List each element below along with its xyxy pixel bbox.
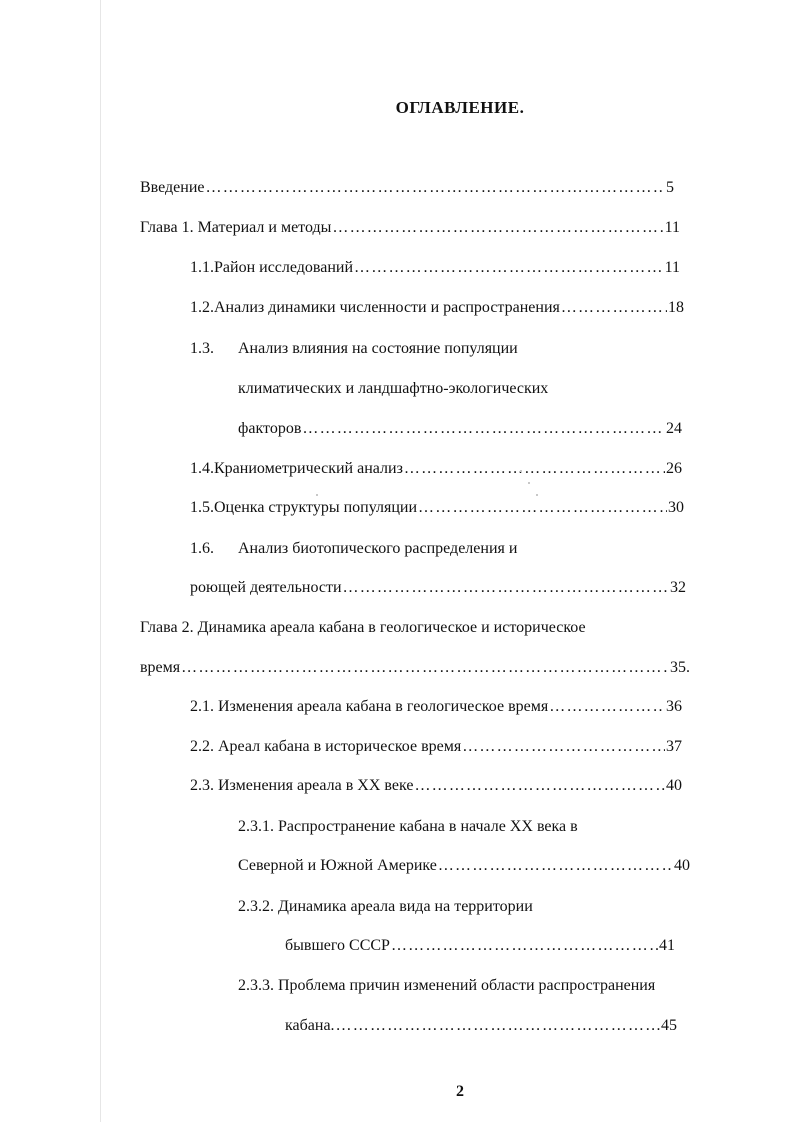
toc-entry-number: 1.3. (190, 340, 214, 357)
toc-entry-1-3-line3[interactable] (238, 419, 682, 439)
toc-title: ОГЛАВЛЕНИЕ. (395, 98, 525, 117)
toc-entry-page: 40 (666, 777, 682, 794)
toc-entry-1-2[interactable] (190, 298, 684, 318)
toc-entry-1-6-line2[interactable] (190, 578, 686, 598)
toc-entry-page: 24 (666, 420, 682, 437)
page-number: 2 (456, 1083, 464, 1100)
toc-entry-text: время (140, 659, 181, 676)
leader-dots (302, 419, 665, 439)
scan-speck (316, 494, 318, 496)
toc-entry-page: 32 (670, 579, 686, 596)
toc-entry-page: 40 (674, 857, 690, 874)
toc-entry-page: 35. (670, 659, 690, 676)
toc-entry-text: Глава 1. Материал и методы (140, 219, 332, 236)
toc-entry-text: факторов (238, 420, 302, 437)
toc-entry-page: 11 (664, 259, 680, 276)
leader-dots (343, 578, 669, 598)
leader-dots (332, 218, 663, 238)
leader-dots (561, 298, 667, 318)
toc-entry-text: 2.1. Изменения ареала кабана в геологическое время (190, 698, 549, 715)
scan-edge (100, 0, 101, 1122)
leader-dots (438, 856, 673, 876)
toc-entry-page: 37 (666, 738, 682, 755)
toc-entry-2-1[interactable] (190, 697, 682, 717)
toc-entry-2-3-1-line1[interactable]: 2.3.1. Распространение кабана в начале XX века в (238, 818, 578, 835)
toc-entry-text: Северной и Южной Америке (238, 857, 437, 874)
toc-entry-page: 36 (666, 698, 682, 715)
leader-dots (336, 1016, 660, 1036)
toc-entry-text: Район исследований (214, 259, 354, 276)
toc-entry-1-5[interactable] (190, 498, 684, 518)
toc-entry-text: бывшего СССР (285, 937, 390, 954)
toc-entry-introduction[interactable] (140, 178, 674, 198)
toc-entry-text: Анализ динамики численности и распространения (214, 299, 560, 316)
toc-entry-page: 41 (659, 937, 675, 954)
scan-speck (528, 482, 530, 484)
toc-entry-text: Оценка структуры популяции (214, 499, 418, 516)
leader-dots (418, 498, 667, 518)
toc-entry-page: 11 (664, 219, 680, 236)
toc-entry-2-3-3-line1[interactable]: 2.3.3. Проблема причин изменений области распространения (238, 977, 656, 994)
toc-entry-1-3-line2: климатических и ландшафтно-экологических (238, 380, 549, 397)
toc-entry-page: 26 (666, 460, 682, 477)
leader-dots (404, 459, 665, 479)
toc-entry-chapter-2-line1[interactable]: Глава 2. Динамика ареала кабана в геологическое и историческое (140, 619, 586, 636)
toc-entry-2-3-1-line2[interactable] (238, 856, 690, 876)
toc-entry-text: 2.3. Изменения ареала в XX веке (190, 777, 414, 794)
scan-speck (536, 494, 538, 496)
toc-entry-number: 1.6. (190, 540, 214, 557)
leader-dots (206, 178, 666, 198)
leader-dots (391, 936, 658, 956)
leader-dots (354, 258, 664, 278)
toc-entry-2-3-2-line2[interactable] (285, 936, 675, 956)
toc-entry-2-3-2-line1[interactable]: 2.3.2. Динамика ареала вида на территории (238, 898, 533, 915)
toc-entry-1-3-line1[interactable] (190, 339, 518, 359)
toc-entry-2-3-3-line2[interactable] (285, 1016, 677, 1036)
leader-dots (549, 697, 665, 717)
leader-dots (181, 658, 669, 678)
toc-entry-text: Анализ влияния на состояние популяции (238, 340, 518, 357)
toc-entry-1-6-line1[interactable] (190, 539, 517, 559)
toc-entry-text: роющей деятельности (190, 579, 342, 596)
toc-entry-number: 1.2. (190, 299, 214, 316)
toc-entry-1-4[interactable] (190, 459, 682, 479)
toc-entry-page: 5 (666, 179, 674, 196)
toc-entry-text: Введение (140, 179, 205, 196)
toc-entry-number: 1.4. (190, 460, 214, 477)
toc-entry-text: 2.2. Ареал кабана в историческое время (190, 738, 462, 755)
toc-entry-page: 18 (668, 299, 684, 316)
toc-entry-page: 45 (661, 1017, 677, 1034)
toc-entry-number: 1.1. (190, 259, 214, 276)
toc-entry-text: Анализ биотопического распределения и (238, 540, 518, 557)
toc-entry-2-3[interactable] (190, 776, 682, 796)
leader-dots (462, 737, 665, 757)
toc-entry-page: 30 (668, 499, 684, 516)
toc-entry-text: Краниометрический анализ (214, 460, 403, 477)
toc-entry-chapter-1[interactable] (140, 218, 680, 238)
toc-entry-1-1[interactable] (190, 258, 680, 278)
scan-speck (520, 470, 522, 472)
toc-entry-2-2[interactable] (190, 737, 682, 757)
toc-entry-text: кабана. (285, 1017, 335, 1034)
toc-entry-chapter-2-line2[interactable] (140, 658, 690, 678)
leader-dots (414, 776, 665, 796)
toc-entry-number: 1.5. (190, 499, 214, 516)
